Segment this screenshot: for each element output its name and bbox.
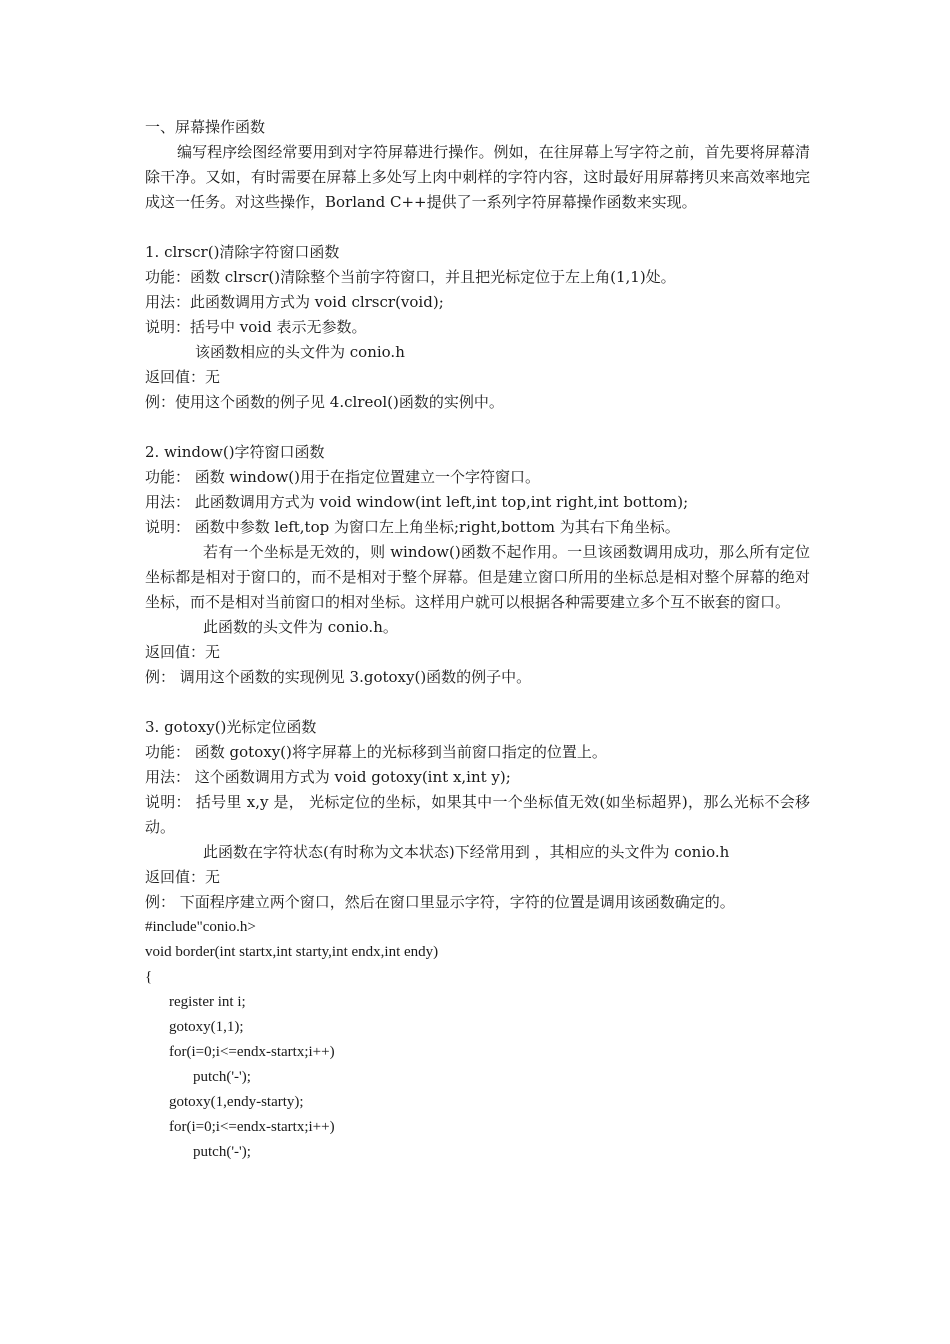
code-line: void border(int startx,int starty,int endx,int endy) (145, 944, 439, 960)
code-line: gotoxy(1,1); (169, 1019, 244, 1035)
sec3-title: 3. gotoxy()光标定位函数 (145, 718, 317, 736)
spacer (145, 415, 810, 440)
sec3-paragraph: 此函数在字符状态(有时称为文本状态)下经常用到 ，其相应的头文件为 conio.h (203, 843, 730, 861)
sec1-title: 1. clrscr()清除字符窗口函数 (145, 243, 340, 261)
code-line: { (145, 969, 153, 985)
sec2-return: 返回值：无 (145, 643, 221, 661)
sec2-note: 说明： 函数中参数 left,top 为窗口左上角坐标;right,bottom 为其右下角坐标。 (145, 518, 680, 536)
sec2-header-note: 此函数的头文件为 conio.h。 (203, 618, 398, 636)
code-line: for(i=0;i<=endx-startx;i++) (169, 1044, 335, 1060)
sec1-usage: 用法：此函数调用方式为 void clrscr(void); (145, 293, 444, 311)
sec2-example: 例： 调用这个函数的实现例见 3.gotoxy()函数的例子中。 (145, 668, 532, 686)
sec2-usage: 用法： 此函数调用方式为 void window(int left,int top,int right,int bottom); (145, 493, 689, 511)
sec1-note: 说明：括号中 void 表示无参数。 (145, 318, 367, 336)
sec2-title: 2. window()字符窗口函数 (145, 443, 325, 461)
code-line: #include"conio.h> (145, 919, 256, 935)
code-line: putch('-'); (193, 1144, 251, 1160)
sec3-usage: 用法： 这个函数调用方式为 void gotoxy(int x,int y); (145, 768, 511, 786)
sec1-return: 返回值：无 (145, 368, 221, 386)
intro-paragraph: 编写程序绘图经常要用到对字符屏幕进行操作。例如，在往屏幕上写字符之前，首先要将屏幕清除干净。又如，有时需要在屏幕上多处写上肉中刺样的字符内容，这时最好用屏幕拷贝来高效率地完成这一任务。对这些操作，Borland C++提供了一系列字符屏幕操作函数来实现。 (145, 143, 810, 211)
code-line: register int i; (169, 994, 246, 1010)
sec3-return: 返回值：无 (145, 868, 221, 886)
sec1-example: 例：使用这个函数的例子见 4.clreol()函数的实例中。 (145, 393, 504, 411)
sec3-function: 功能： 函数 gotoxy()将字屏幕上的光标移到当前窗口指定的位置上。 (145, 743, 607, 761)
code-line: gotoxy(1,endy-starty); (169, 1094, 304, 1110)
sec2-paragraph: 若有一个坐标是无效的，则 window()函数不起作用。一旦该函数调用成功，那么所有定位坐标都是相对于窗口的，而不是相对于整个屏幕。但是建立窗口所用的坐标总是相对整个屏幕的绝对坐标，而不是相对当前窗口的相对坐标。这样用户就可以根据各种需要建立多个互不嵌套的窗口。 (145, 543, 810, 611)
document-body (145, 115, 810, 1165)
spacer (145, 690, 810, 715)
section-heading: 一、屏幕操作函数 (145, 118, 266, 136)
code-line: for(i=0;i<=endx-startx;i++) (169, 1119, 335, 1135)
sec1-function: 功能：函数 clrscr()清除整个当前字符窗口，并且把光标定位于左上角(1,1)处。 (145, 268, 676, 286)
code-line: putch('-'); (193, 1069, 251, 1085)
sec1-note-header: 该函数相应的头文件为 conio.h (195, 343, 405, 361)
sec3-example: 例： 下面程序建立两个窗口，然后在窗口里显示字符，字符的位置是调用该函数确定的。 (145, 893, 735, 911)
sec2-function: 功能： 函数 window()用于在指定位置建立一个字符窗口。 (145, 468, 541, 486)
sec3-note: 说明： 括号里 x,y 是， 光标定位的坐标，如果其中一个坐标值无效(如坐标超界)，那么光标不会移动。 (145, 793, 810, 836)
spacer (145, 215, 810, 240)
